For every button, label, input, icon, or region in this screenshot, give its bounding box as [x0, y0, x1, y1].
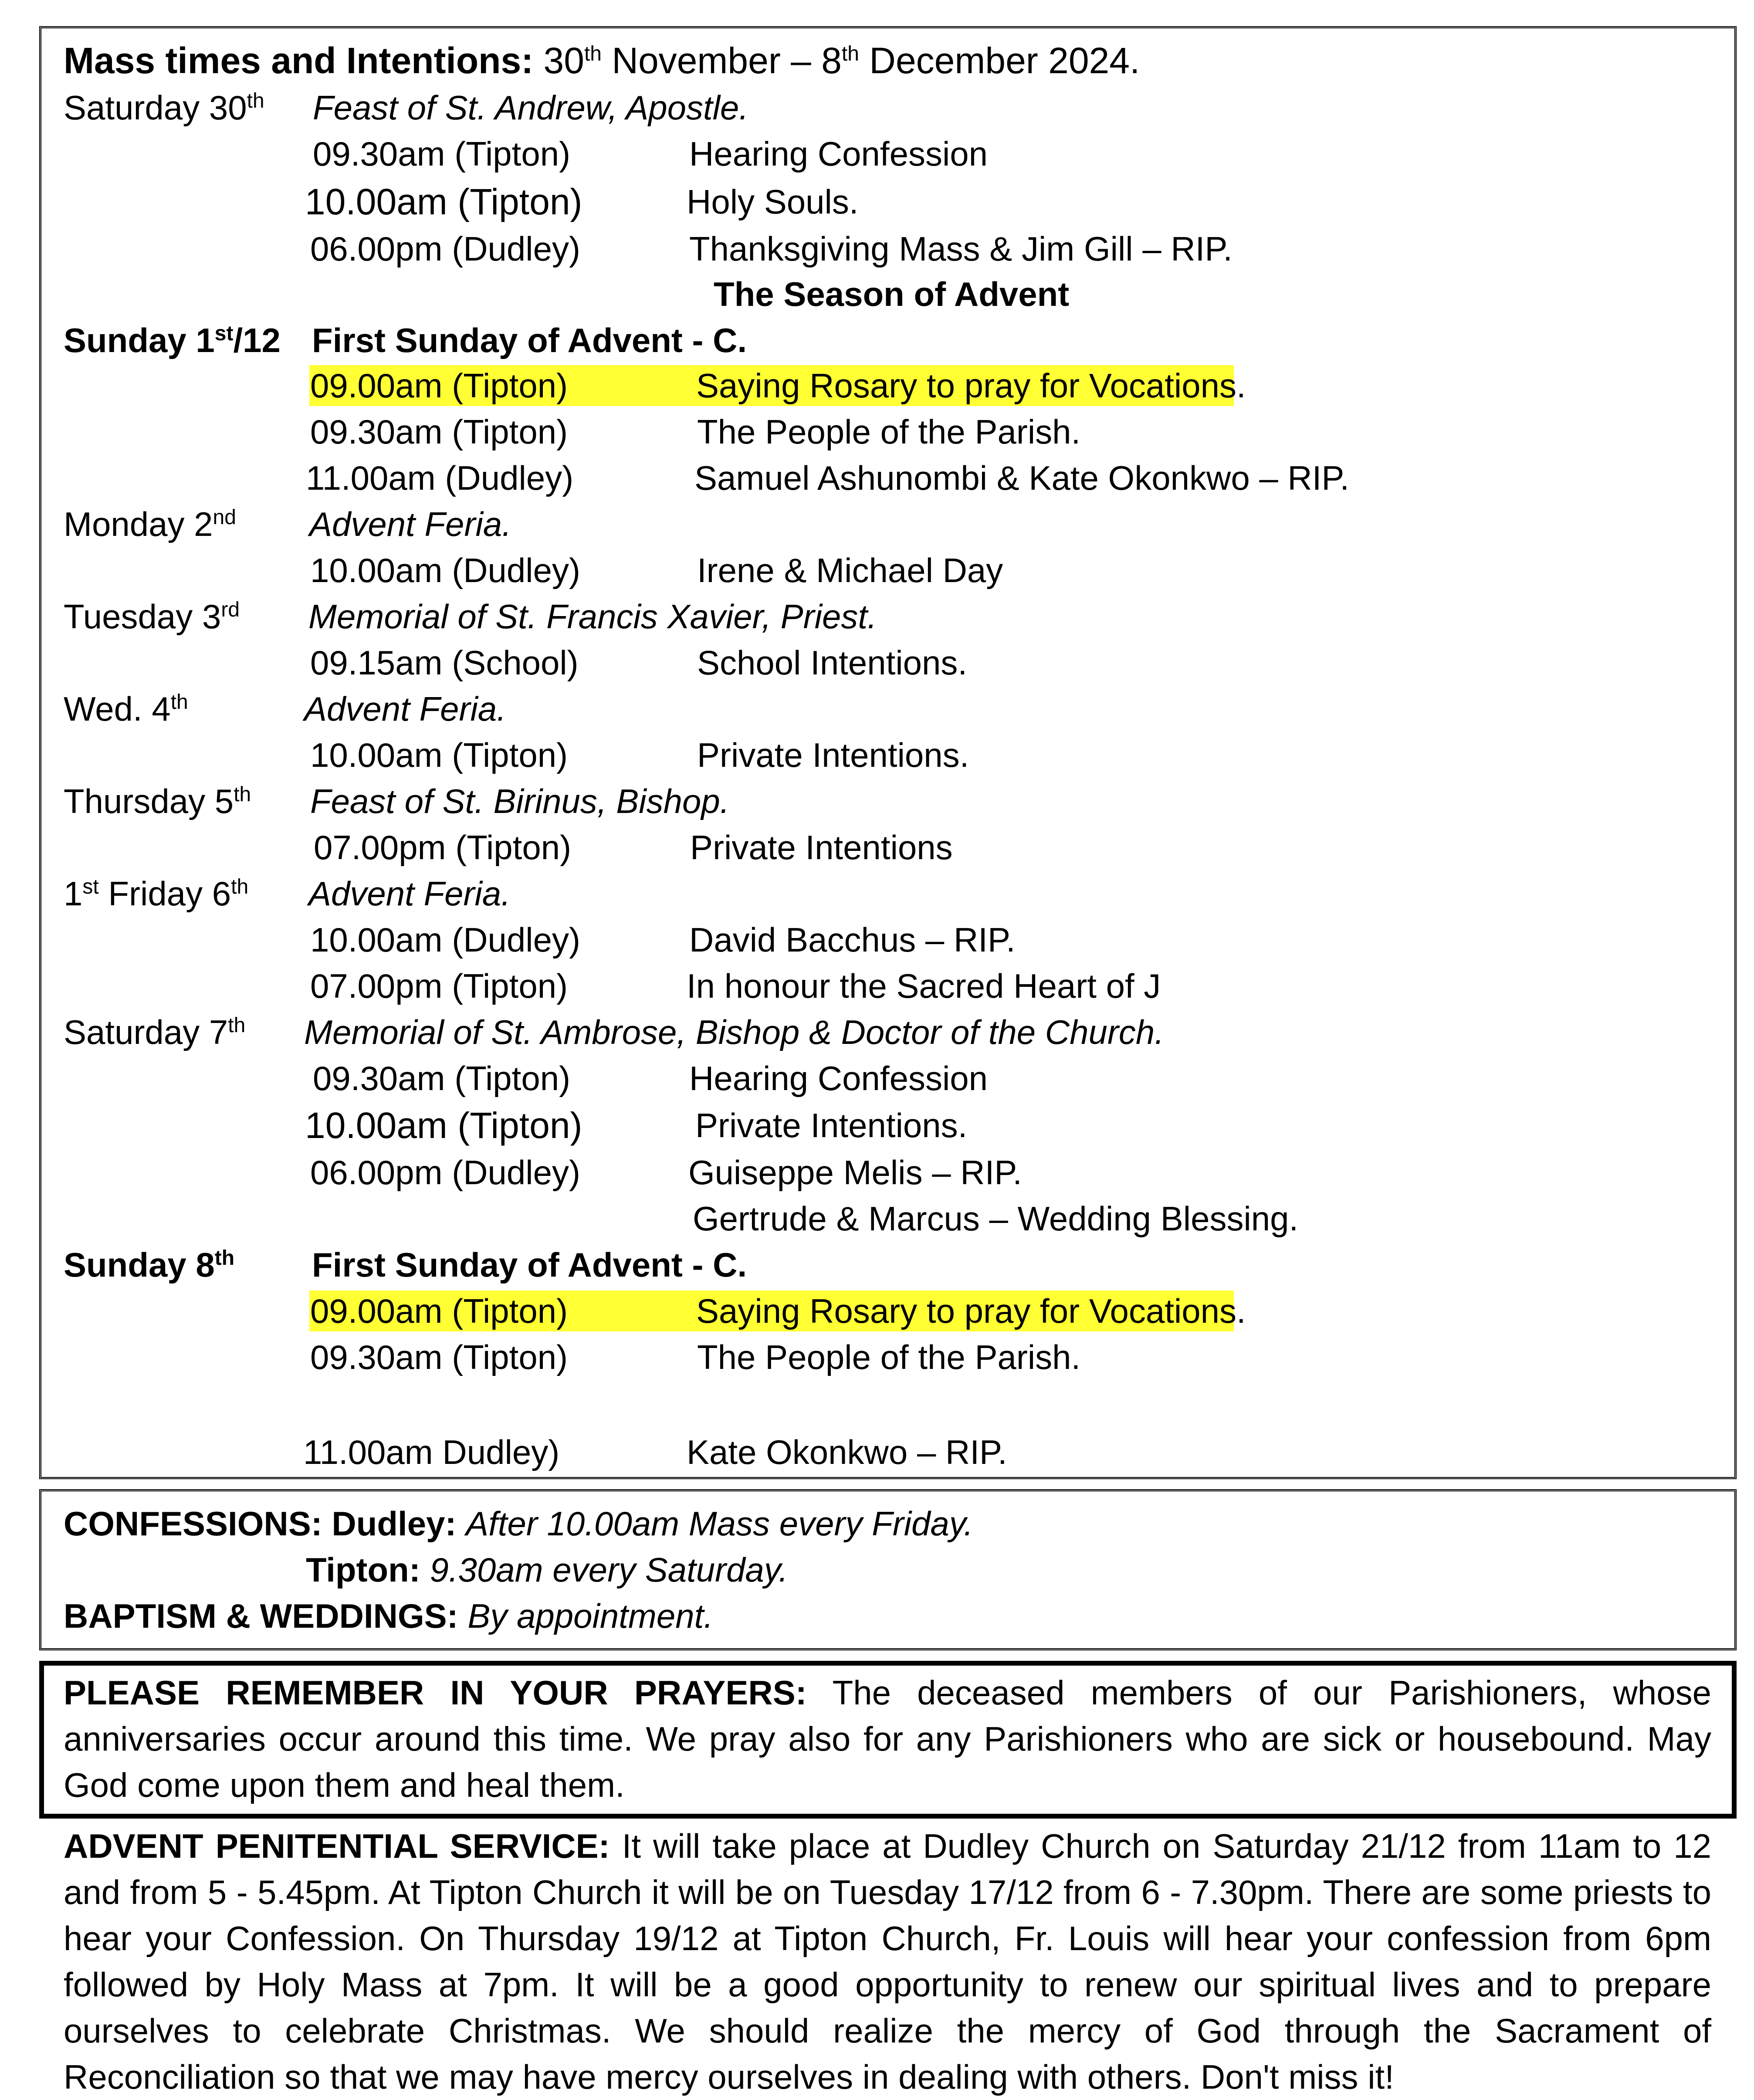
mass-time: 10.00am (Tipton): [305, 1105, 582, 1146]
mass-intention: Thanksgiving Mass & Jim Gill – RIP.: [689, 230, 1233, 268]
day-thursday-5: Thursday 5th: [64, 782, 251, 820]
mass-time: 10.00am (Tipton): [310, 736, 568, 774]
mass-time: 10.00am (Dudley): [310, 921, 580, 959]
prayers-label: PLEASE REMEMBER IN YOUR PRAYERS:: [64, 1673, 807, 1712]
mass-time: 10.00am (Tipton): [305, 181, 582, 222]
dudley-label: Dudley:: [332, 1504, 457, 1543]
season-heading: The Season of Advent: [714, 275, 1070, 313]
mass-time: 11.00am Dudley): [303, 1433, 560, 1471]
mass-intention: Holy Souls.: [687, 183, 859, 221]
mass-time: 06.00pm (Dudley): [310, 230, 580, 268]
mass-heading: Mass times and Intentions: 30th November – 8th December 2024.: [64, 40, 1140, 81]
mass-time: 09.30am (Tipton): [310, 413, 568, 451]
day-saturday-7: Saturday 7th: [64, 1013, 246, 1051]
baptism-line: [64, 1595, 713, 1636]
mass-time: 09.15am (School): [310, 644, 579, 682]
mass-intention: Saying Rosary to pray for Vocations.: [696, 366, 1246, 405]
mass-intention: Samuel Ashunombi & Kate Okonkwo – RIP.: [694, 459, 1350, 497]
mass-intention: The People of the Parish.: [697, 1338, 1081, 1376]
feast-label: Advent Feria.: [308, 874, 511, 913]
day-sunday-1: Sunday 1st/12: [64, 321, 281, 359]
advent-label: ADVENT PENITENTIAL SERVICE:: [64, 1827, 610, 1865]
mass-intention: Private Intentions.: [697, 736, 969, 774]
mass-time: 06.00pm (Dudley): [310, 1153, 580, 1192]
feast-label: Memorial of St. Ambrose, Bishop & Doctor of the Church.: [304, 1013, 1164, 1051]
mass-time: 07.00pm (Tipton): [314, 828, 572, 867]
baptism-label: BAPTISM & WEDDINGS:: [64, 1597, 458, 1635]
day-friday-6: 1st Friday 6th: [64, 874, 249, 913]
feast-label: Advent Feria.: [309, 505, 511, 543]
feast-label: Advent Feria.: [304, 690, 506, 728]
mass-time: 07.00pm (Tipton): [310, 967, 568, 1005]
mass-time: 09.00am (Tipton): [310, 1292, 568, 1330]
mass-intention: David Bacchus – RIP.: [689, 921, 1016, 959]
mass-intention: School Intentions.: [697, 644, 968, 682]
advent-text: It will take place at Dudley Church on Saturday 21/12 from 11am to 12 and from 5 - 5.45pm. At Tipton Church it will be on Tuesday 17/12 from 6 - 7.30pm. There are some priests to hear your Confession. On Thursday 19/12 at Tipton Church, Fr. Louis will hear your confession from 6pm followed by Holy Mass at 7pm. It will be a good opportunity to renew our spiritual lives and to prepare ourselves to celebrate Christmas. We should realize the mercy of God through the Sacrament of Reconciliation so that we may have mercy ourselves in dealing with others. Don't miss it!: [64, 1827, 1711, 2096]
advent-paragraph: [64, 1823, 1711, 2100]
day-saturday-30: Saturday 30th: [64, 88, 264, 127]
day-tuesday-3: Tuesday 3rd: [64, 597, 240, 636]
mass-heading-dates: 30th November – 8th December 2024.: [543, 40, 1140, 81]
mass-time: 09.30am (Tipton): [313, 1059, 571, 1097]
feast-label: Feast of St. Birinus, Bishop.: [310, 782, 730, 820]
mass-time: 10.00am (Dudley): [310, 551, 580, 589]
mass-intention: Saying Rosary to pray for Vocations.: [696, 1292, 1246, 1330]
day-monday-2: Monday 2nd: [64, 505, 236, 543]
tipton-label: Tipton:: [306, 1551, 420, 1589]
mass-intention: Guiseppe Melis – RIP.: [688, 1153, 1022, 1192]
feast-label: First Sunday of Advent - C.: [312, 1246, 747, 1284]
mass-time: 11.00am (Dudley): [306, 459, 574, 497]
mass-intention: Hearing Confession: [689, 135, 988, 173]
mass-intention: Irene & Michael Day: [697, 551, 1003, 589]
mass-intention: In honour the Sacred Heart of J: [687, 967, 1161, 1005]
mass-time: 09.30am (Tipton): [310, 1338, 568, 1376]
dudley-text: After 10.00am Mass every Friday.: [466, 1504, 973, 1543]
mass-time: 09.00am (Tipton): [310, 366, 568, 405]
feast-label: Memorial of St. Francis Xavier, Priest.: [308, 597, 877, 636]
highlighted-row: [309, 365, 1246, 406]
highlighted-row: [309, 1290, 1246, 1331]
tipton-line: [306, 1549, 788, 1590]
mass-intention: Gertrude & Marcus – Wedding Blessing.: [693, 1199, 1299, 1238]
mass-intention: Kate Okonkwo – RIP.: [687, 1433, 1007, 1471]
baptism-text: By appointment.: [467, 1597, 713, 1635]
feast-label: First Sunday of Advent - C.: [312, 321, 747, 359]
feast-label: Feast of St. Andrew, Apostle.: [313, 88, 749, 127]
mass-intention: The People of the Parish.: [697, 413, 1081, 451]
day-wednesday-4: Wed. 4th: [64, 690, 188, 728]
confessions-label: CONFESSIONS:: [64, 1504, 322, 1543]
confessions-line: [64, 1503, 973, 1544]
mass-intention: Private Intentions.: [695, 1106, 968, 1145]
mass-intention: Private Intentions: [690, 828, 953, 867]
mass-time: 09.30am (Tipton): [313, 135, 571, 173]
day-sunday-8: Sunday 8th: [64, 1246, 235, 1284]
tipton-text: 9.30am every Saturday.: [430, 1551, 788, 1589]
prayers-paragraph: [64, 1670, 1711, 1808]
mass-intention: Hearing Confession: [689, 1059, 988, 1097]
prayers-text: The deceased members of our Parishioners, whose anniversaries occur around this time. We pray also for any Parishioners who are sick or housebound. May God come upon them and heal them.: [64, 1673, 1711, 1804]
